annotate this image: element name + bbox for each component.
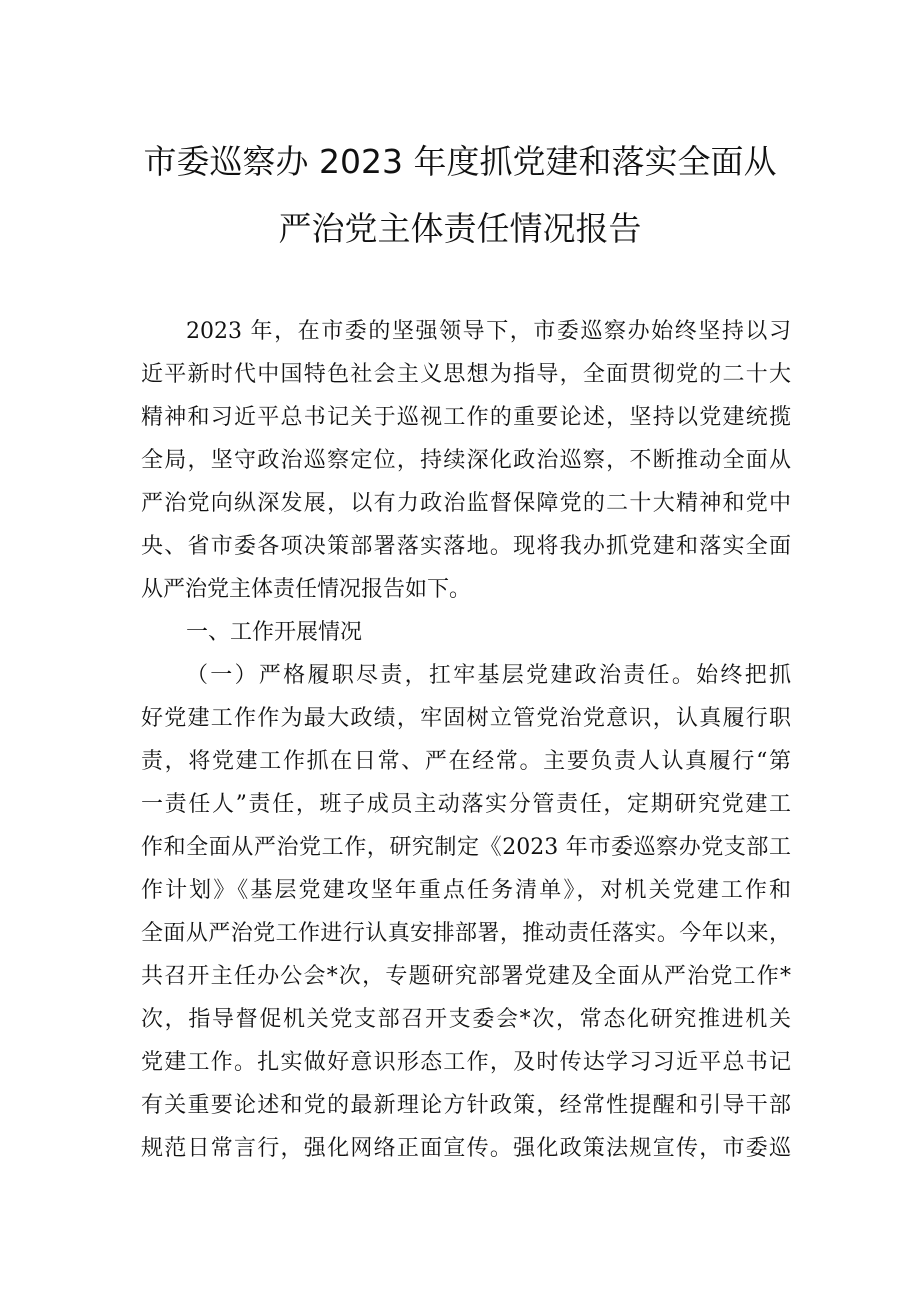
paragraph-2-line: 好党建工作作为最大政绩，牢固树立管党治党意识，认真履行职	[141, 706, 791, 731]
paragraph-1-line: 精神和习近平总书记关于巡视工作的重要论述，坚持以党建统揽	[141, 405, 791, 430]
section-heading: 一、工作开展情况	[186, 620, 363, 645]
paragraph-1-line: 严治党向纵深发展，以有力政治监督保障党的二十大精神和党中	[141, 491, 791, 516]
paragraph-2-line: 共召开主任办公会*次，专题研究部署党建及全面从严治党工作*	[141, 964, 791, 989]
paragraph-2-line: 次，指导督促机关党支部召开支委会*次，常态化研究推进机关	[141, 1007, 791, 1032]
paragraph-2-line: 责，将党建工作抓在日常、严在经常。主要负责人认真履行“第	[141, 749, 791, 774]
paragraph-2-line: 作计划》《基层党建攻坚年重点任务清单》，对机关党建工作和	[141, 878, 791, 903]
paragraph-2-line: 党建工作。扎实做好意识形态工作，及时传达学习习近平总书记	[141, 1050, 791, 1075]
document-title-line-1: 市委巡察办 2023 年度抓党建和落实全面从	[143, 142, 777, 181]
paragraph-2-line: 一责任人”责任，班子成员主动落实分管责任，定期研究党建工	[141, 792, 791, 817]
paragraph-2-line: 规范日常言行，强化网络正面宣传。强化政策法规宣传，市委巡	[141, 1136, 791, 1161]
paragraph-2-line: 有关重要论述和党的最新理论方针政策，经常性提醒和引导干部	[141, 1093, 791, 1118]
paragraph-2-line: 作和全面从严治党工作，研究制定《2023 年市委巡察办党支部工	[141, 835, 791, 860]
document-title-line-2: 严治党主体责任情况报告	[278, 209, 642, 248]
paragraph-2-line: 全面从严治党工作进行认真安排部署，推动责任落实。今年以来，	[141, 921, 791, 946]
paragraph-1-line: 2023 年，在市委的坚强领导下，市委巡察办始终坚持以习	[186, 319, 791, 344]
paragraph-1-line: 近平新时代中国特色社会主义思想为指导，全面贯彻党的二十大	[141, 362, 791, 387]
paragraph-1-line: 从严治党主体责任情况报告如下。	[141, 577, 472, 602]
paragraph-2-line: （一）严格履职尽责，扛牢基层党建政治责任。始终把抓	[186, 663, 791, 688]
paragraph-1-line: 全局，坚守政治巡察定位，持续深化政治巡察，不断推动全面从	[141, 448, 791, 473]
paragraph-1-line: 央、省市委各项决策部署落实落地。现将我办抓党建和落实全面	[141, 534, 791, 559]
